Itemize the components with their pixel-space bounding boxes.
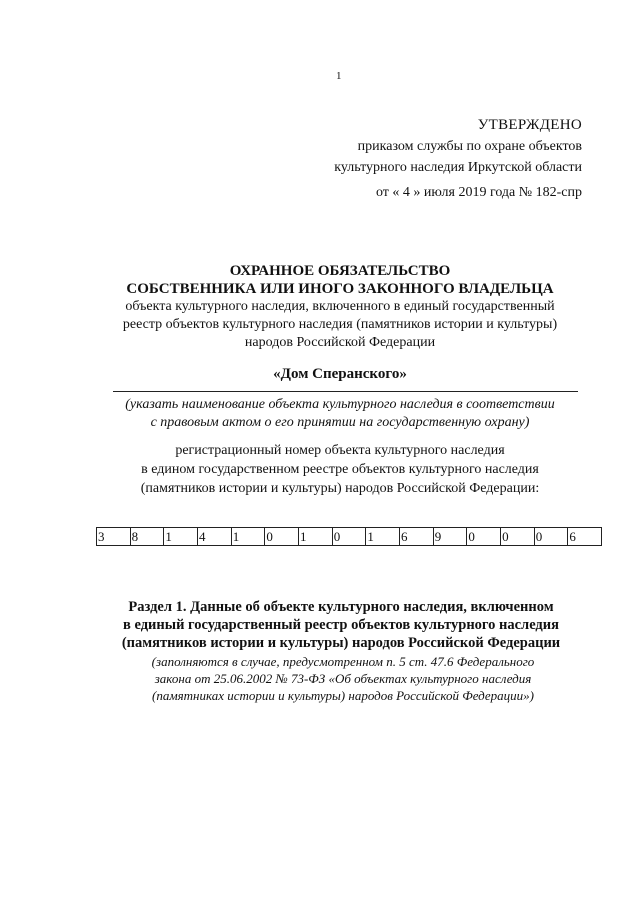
approval-line-1: приказом службы по охране объектов [357, 139, 582, 154]
hint-line-2: с правовым актом о его принятии на государственную охрану) [150, 415, 530, 430]
registration-digit: 9 [433, 528, 467, 545]
subtitle-line-3: народов Российской Федерации [244, 335, 436, 350]
object-name-underline [113, 391, 578, 392]
registration-digit: 0 [466, 528, 500, 545]
approved-label: УТВЕРЖДЕНО [477, 117, 582, 133]
approval-line-2: культурного наследия Иркутской области [334, 160, 582, 175]
section-1-title-line-3: (памятников истории и культуры) народов Российской Федерации [121, 635, 561, 651]
registration-digit: 6 [567, 528, 601, 545]
document-title-line-2: СОБСТВЕННИКА ИЛИ ИНОГО ЗАКОННОГО ВЛАДЕЛЬЦА [126, 281, 554, 297]
registration-text [100, 441, 580, 498]
section-1-note-line-3: (памятниках истории и культуры) народов Российской Федерации») [151, 688, 534, 703]
approval-date-line: от « 4 » июля 2019 года № 182-спр [375, 185, 582, 200]
document-subtitle [100, 298, 580, 352]
object-name-hint [100, 396, 580, 432]
approval-block [334, 115, 582, 203]
registration-digit: 0 [500, 528, 534, 545]
registration-digit: 1 [163, 528, 197, 545]
subtitle-line-1: объекта культурного наследия, включенного в единый государственный [125, 299, 555, 314]
document-title-line-1: ОХРАННОЕ ОБЯЗАТЕЛЬСТВО [229, 263, 451, 279]
registration-line-3: (памятников истории и культуры) народов Российской Федерации: [140, 481, 540, 496]
registration-digit: 1 [298, 528, 332, 545]
section-1-heading [96, 598, 586, 652]
registration-digit: 4 [197, 528, 231, 545]
section-1-note [98, 653, 588, 704]
registration-number-grid [96, 527, 602, 546]
section-1-note-line-1: (заполняются в случае, предусмотренном п. 5 ст. 47.6 Федерального [151, 654, 535, 669]
hint-line-1: (указать наименование объекта культурного наследия в соответствии [125, 397, 555, 412]
registration-digit: 6 [399, 528, 433, 545]
registration-digit: 1 [365, 528, 399, 545]
registration-digit: 8 [130, 528, 164, 545]
section-1-title-line-1: Раздел 1. Данные об объекте культурного наследия, включенном [128, 599, 554, 615]
registration-digit: 0 [332, 528, 366, 545]
registration-digit: 0 [534, 528, 568, 545]
registration-digit: 0 [264, 528, 298, 545]
registration-line-2: в едином государственном реестре объектов культурного наследия [141, 462, 539, 477]
registration-digit: 1 [231, 528, 265, 545]
section-1-title-line-2: в единый государственный реестр объектов культурного наследия [123, 617, 559, 633]
registration-digit: 3 [98, 529, 105, 544]
registration-line-1: регистрационный номер объекта культурного наследия [175, 443, 505, 458]
section-1-note-line-2: закона от 25.06.2002 № 73-ФЗ «Об объектах культурного наследия [154, 671, 532, 686]
object-name: «Дом Сперанского» [273, 366, 407, 382]
subtitle-line-2: реестр объектов культурного наследия (памятников истории и культуры) [122, 317, 558, 332]
page-number: 1 [336, 70, 342, 82]
